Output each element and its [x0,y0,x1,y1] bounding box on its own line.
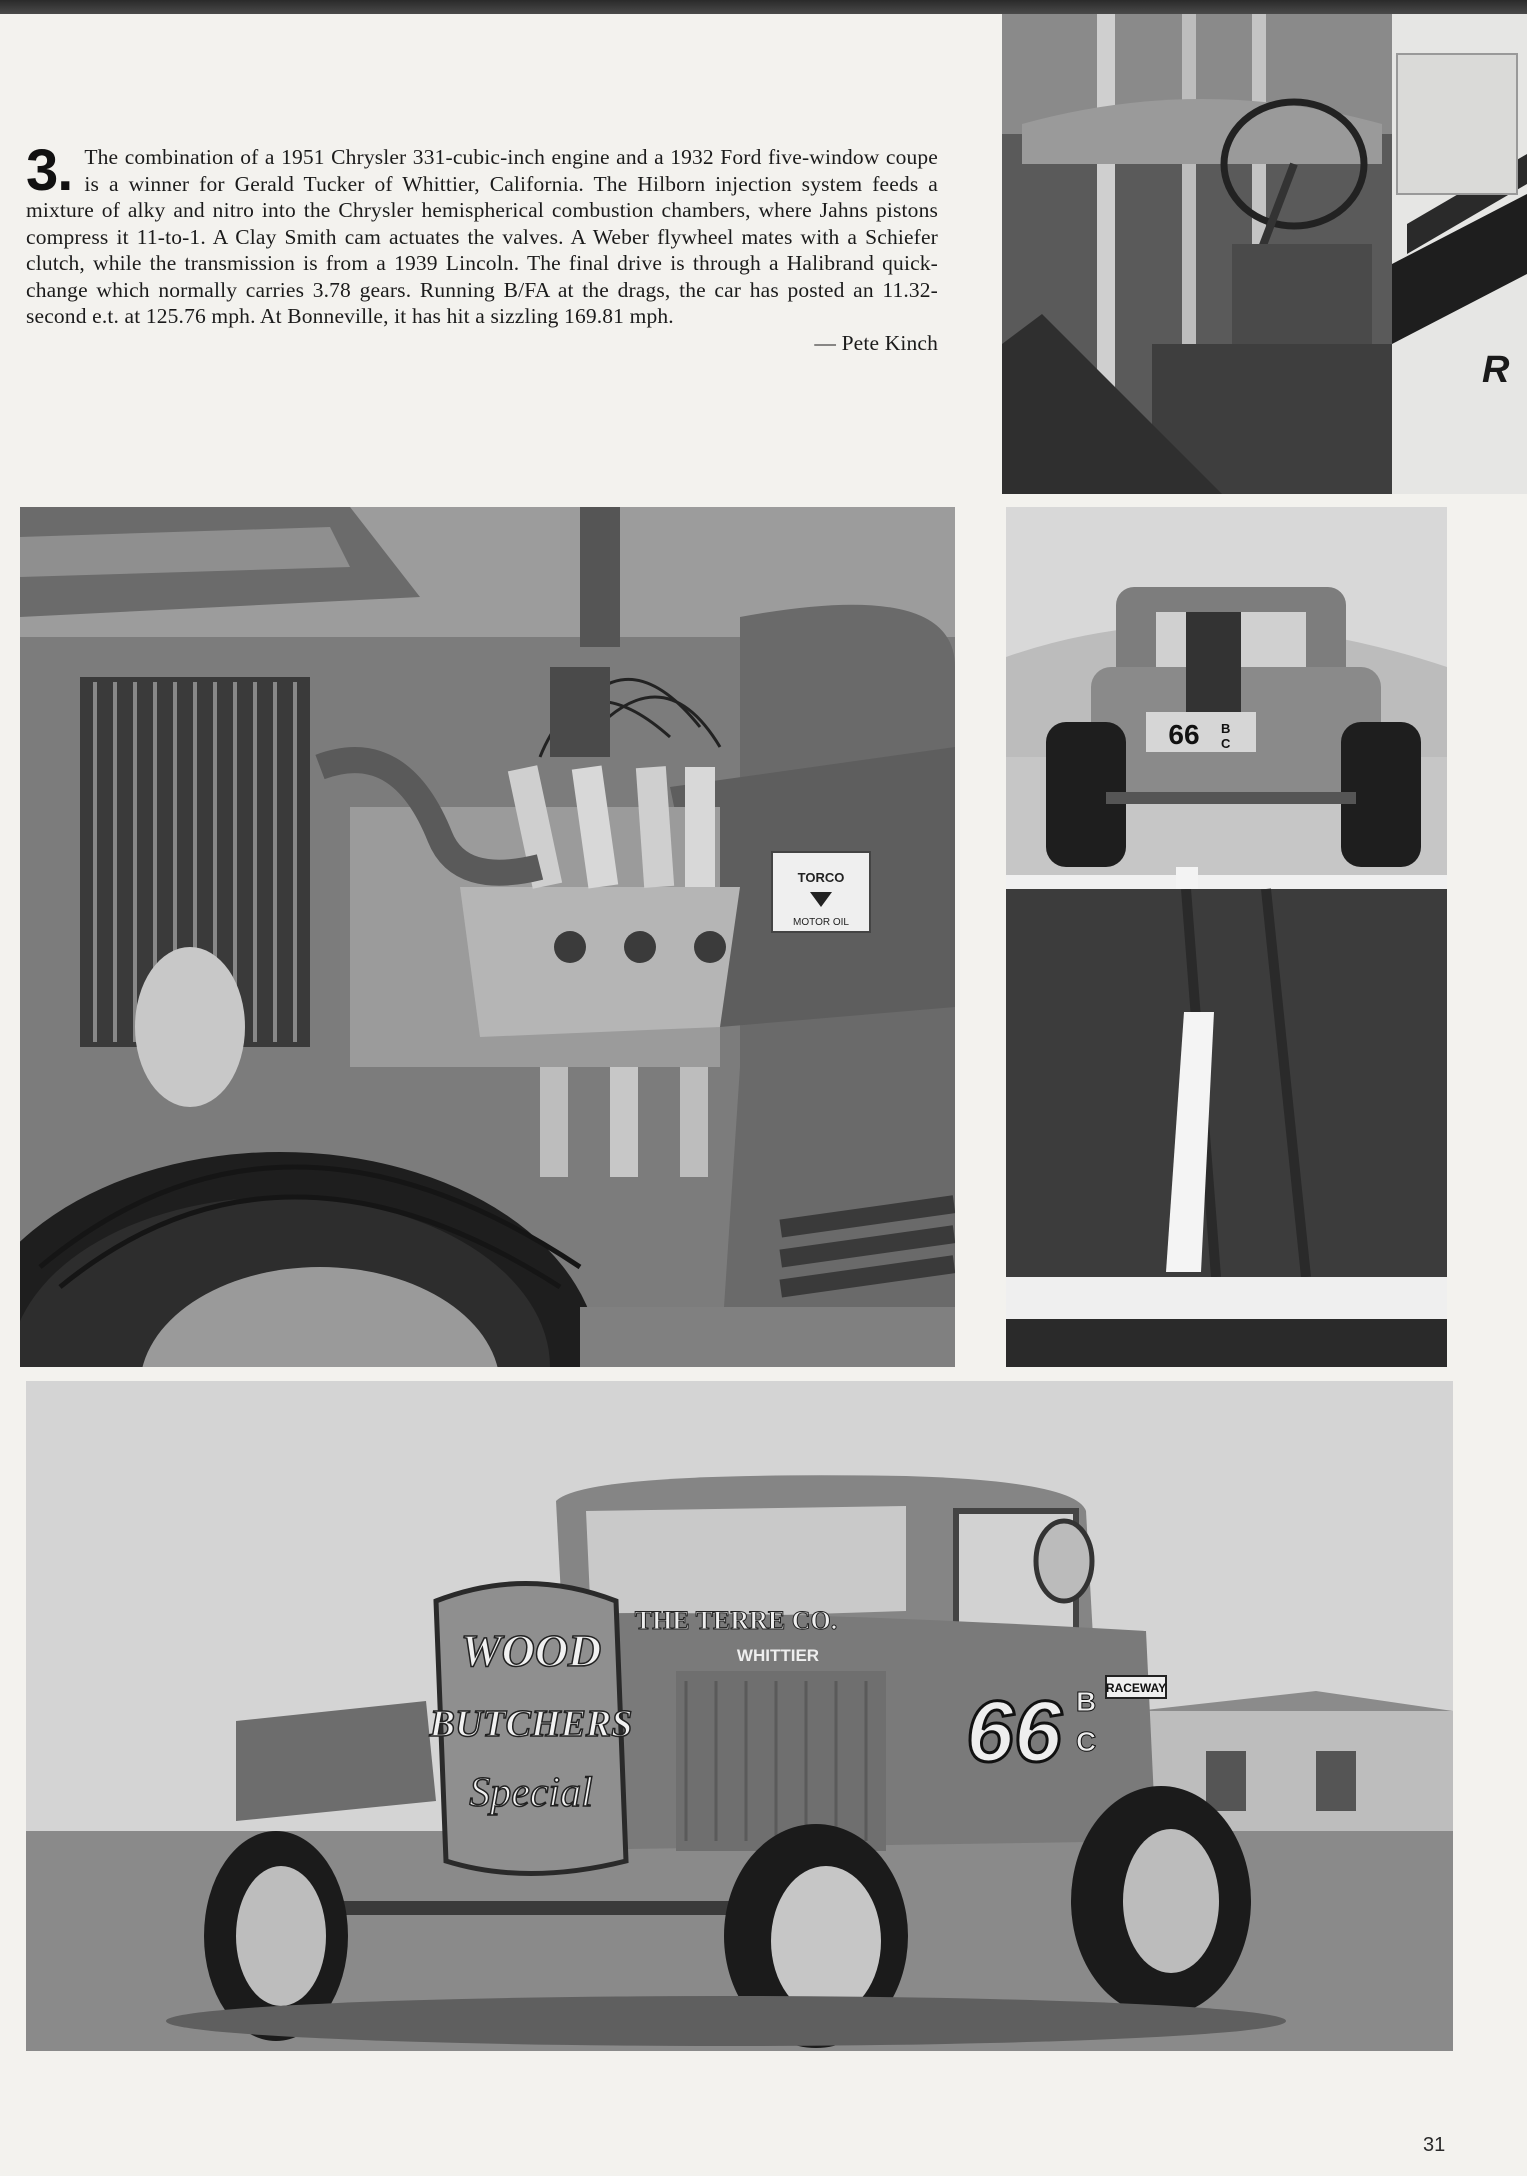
door-lettering: R [1482,349,1510,391]
rear-plate-number: 66 [1168,719,1200,750]
page-number: 31 [1423,2134,1446,2156]
photo-credit: — Pete Kinch [814,330,938,355]
caption-text: The combination of a 1951 Chrysler 331-cubic-inch engine and a 1932 Ford five-window coupe is a winner for Gerald Tucker of Whittier, California. The Hilborn injection system feeds a mixture of alky and nitro into the Chrysler hemispherical combustion chambers, where Jahns pistons compress it 11-to-1. A Clay Smith cam actuates the valves. A Weber flywheel mates with a Schiefer clutch, while the transmission is from a 1939 Lincoln. The final drive is through a Halibrand quick-change which normally carries 3.78 gears. Running B/FA at the drags, the car has posted an 11.32-second e.t. at 125.76 mph. At Bonneville, it has hit a sizzling 169.81 mph. [26,145,938,328]
coupe-photo [26,1381,1453,2051]
photo-caption [26,138,938,356]
engine-photo [20,507,955,1367]
door-class-top: B [1076,1686,1097,1717]
interior-photo [1002,14,1527,494]
rear-view-photo [1006,507,1447,1367]
decal-subtitle: MOTOR OIL [793,917,849,928]
door-number: 66 [966,1684,1062,1780]
body-city: WHITTIER [736,1646,820,1665]
caption-number: 3. [26,138,73,203]
page-top-edge [0,0,1527,14]
sign-butchers: BUTCHERS [429,1703,633,1745]
sign-special: Special [469,1770,593,1816]
decal-brand: TORCO [797,870,845,885]
rear-plate-class-bottom: C [1221,736,1231,751]
body-company-name: THE TERRE CO. [634,1606,838,1635]
sign-wood: WOOD [460,1625,602,1676]
raceway-sticker: RACEWAY [1105,1681,1167,1695]
door-class-bottom: C [1076,1726,1097,1757]
rear-plate-class-top: B [1221,721,1231,736]
